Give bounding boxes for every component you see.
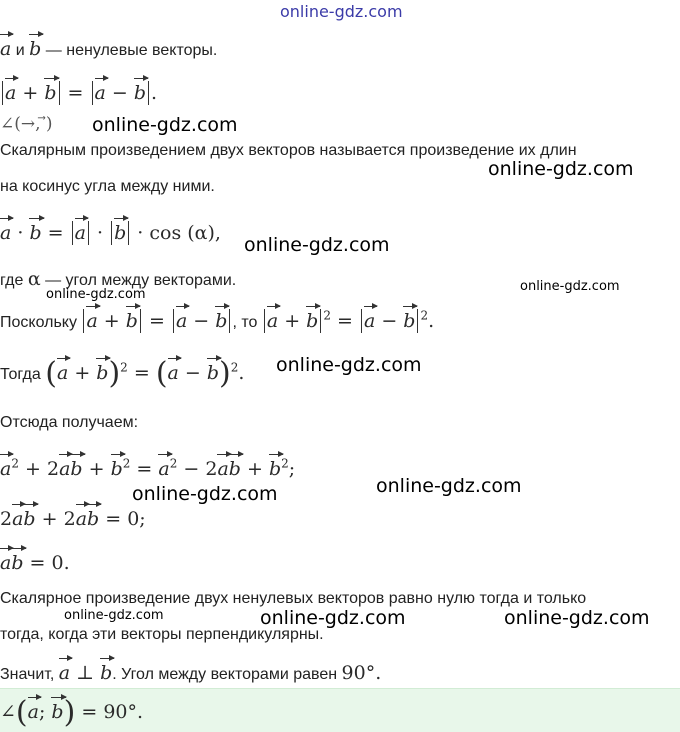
- answer-value: = 90°.: [81, 701, 144, 723]
- vector-b: b: [306, 304, 318, 332]
- exponent: 2: [169, 456, 178, 471]
- vector-a: a: [86, 304, 97, 332]
- answer-box: [0, 688, 680, 732]
- vector-b: b: [11, 546, 23, 574]
- conclusion-line-2: тогда, когда эти векторы перпендикулярны.: [0, 626, 324, 643]
- exponent: 2: [323, 308, 331, 323]
- line-therefore: Значит, a ⊥ b. Угол между векторами равен 90°.: [0, 656, 381, 684]
- vector-b: b: [51, 695, 63, 723]
- formula-expanded: $a^2 + 2ab + b^2 = a^2 - 2ab + b^2$;: [0, 452, 295, 480]
- vector-b: b: [87, 502, 99, 530]
- text-then-word: Тогда: [0, 366, 41, 383]
- vector-a: a: [12, 502, 23, 530]
- watermark: online-gdz.com: [276, 354, 422, 376]
- vector-a: a: [176, 304, 187, 332]
- vector-a: a: [95, 76, 106, 104]
- vector-b: b: [229, 452, 241, 480]
- vector-b: b: [269, 452, 281, 480]
- exponent: 2: [420, 308, 429, 323]
- exponent: 2: [122, 456, 131, 471]
- vector-b: b: [29, 32, 41, 60]
- vector-a: a: [217, 452, 228, 480]
- vector-b: b: [70, 452, 82, 480]
- vector-b: b: [215, 304, 227, 332]
- vector-b: b: [403, 304, 415, 332]
- vector-a: a: [75, 216, 86, 244]
- exponent: 2: [230, 360, 239, 375]
- vector-a: a: [59, 656, 70, 684]
- formula-product-zero: [0, 546, 70, 574]
- exponent: 2: [120, 360, 128, 375]
- vector-a: a: [28, 695, 39, 723]
- watermark: online-gdz.com: [376, 475, 522, 497]
- text-where: где: [0, 272, 24, 289]
- formula-abs-equal: a + b = a − b .: [0, 76, 157, 105]
- vector-b: b: [44, 76, 56, 104]
- alpha-symbol: α: [27, 268, 41, 290]
- vector-a: a: [5, 76, 16, 104]
- vector-b: b: [23, 502, 35, 530]
- watermark: online-gdz.com: [520, 279, 620, 294]
- watermark: online-gdz.com: [260, 607, 406, 629]
- text-angle-between: — угол между векторами.: [45, 272, 237, 289]
- text-angle-equals: . Угол между векторами равен: [112, 666, 338, 683]
- watermark: online-gdz.com: [504, 607, 650, 629]
- equals-zero: = 0;: [105, 508, 146, 530]
- vector-a: a: [0, 32, 11, 60]
- vector-b: b: [29, 216, 41, 244]
- formula-sum-zero: 2ab + 2ab = 0;: [0, 502, 146, 530]
- watermark: online-gdz.com: [92, 114, 238, 136]
- definition-line-2: на косинус угла между ними.: [0, 178, 215, 195]
- vector-b: b: [114, 216, 126, 244]
- vector-a: a: [267, 304, 278, 332]
- vector-a: a: [59, 452, 70, 480]
- exponent: 2: [11, 456, 19, 471]
- watermark: online-gdz.com: [64, 608, 164, 623]
- vector-b: b: [100, 656, 112, 684]
- vector-b: b: [134, 76, 146, 104]
- text-then: , то: [232, 314, 258, 331]
- vector-a: a: [76, 502, 87, 530]
- vector-b: b: [207, 356, 219, 384]
- vector-a: a: [0, 546, 11, 574]
- line-since: Поскольку a + b = a − b , то a + b $^2$ = a − b $^2$.: [0, 304, 434, 333]
- vector-a: a: [0, 216, 11, 244]
- formula-dot-product: a · b = a · b · cos (α),: [0, 216, 221, 245]
- degrees-value: 90°.: [341, 662, 382, 684]
- line-nonzero-vectors: [0, 32, 217, 60]
- vector-b: b: [126, 304, 138, 332]
- vector-b: b: [111, 452, 123, 480]
- definition-line-1: Скалярным произведением двух векторов называется произведение их длин: [0, 142, 577, 159]
- watermark: online-gdz.com: [132, 483, 278, 505]
- watermark: online-gdz.com: [46, 287, 146, 302]
- vector-a: a: [364, 304, 375, 332]
- answer-formula: ∠(a; b) = 90°.: [0, 695, 144, 730]
- conclusion-line-1: Скалярное произведение двух ненулевых векторов равно нулю тогда и только: [0, 590, 587, 607]
- equals-zero: = 0.: [29, 552, 70, 574]
- vector-a: a: [0, 452, 11, 480]
- exponent: 2: [281, 456, 289, 471]
- line-hence: Отсюда получаем:: [0, 414, 139, 431]
- text-nonzero: — ненулевые векторы.: [45, 42, 218, 59]
- text-and: и: [15, 42, 25, 59]
- formula-angle-partial: ∠(→, ⃗): [0, 114, 53, 134]
- text-since: Поскольку: [0, 314, 77, 331]
- vector-a: a: [57, 356, 68, 384]
- vector-a: a: [158, 452, 169, 480]
- cos-term: · cos (α),: [137, 222, 221, 244]
- watermark-top: online-gdz.com: [280, 2, 403, 21]
- watermark: online-gdz.com: [488, 158, 634, 180]
- vector-b: b: [96, 356, 108, 384]
- vector-a: a: [168, 356, 179, 384]
- watermark: online-gdz.com: [244, 234, 390, 256]
- text-therefore: Значит,: [0, 666, 55, 683]
- line-then: Тогда $(a + b)^2 = (a - b)^2$.: [0, 356, 245, 391]
